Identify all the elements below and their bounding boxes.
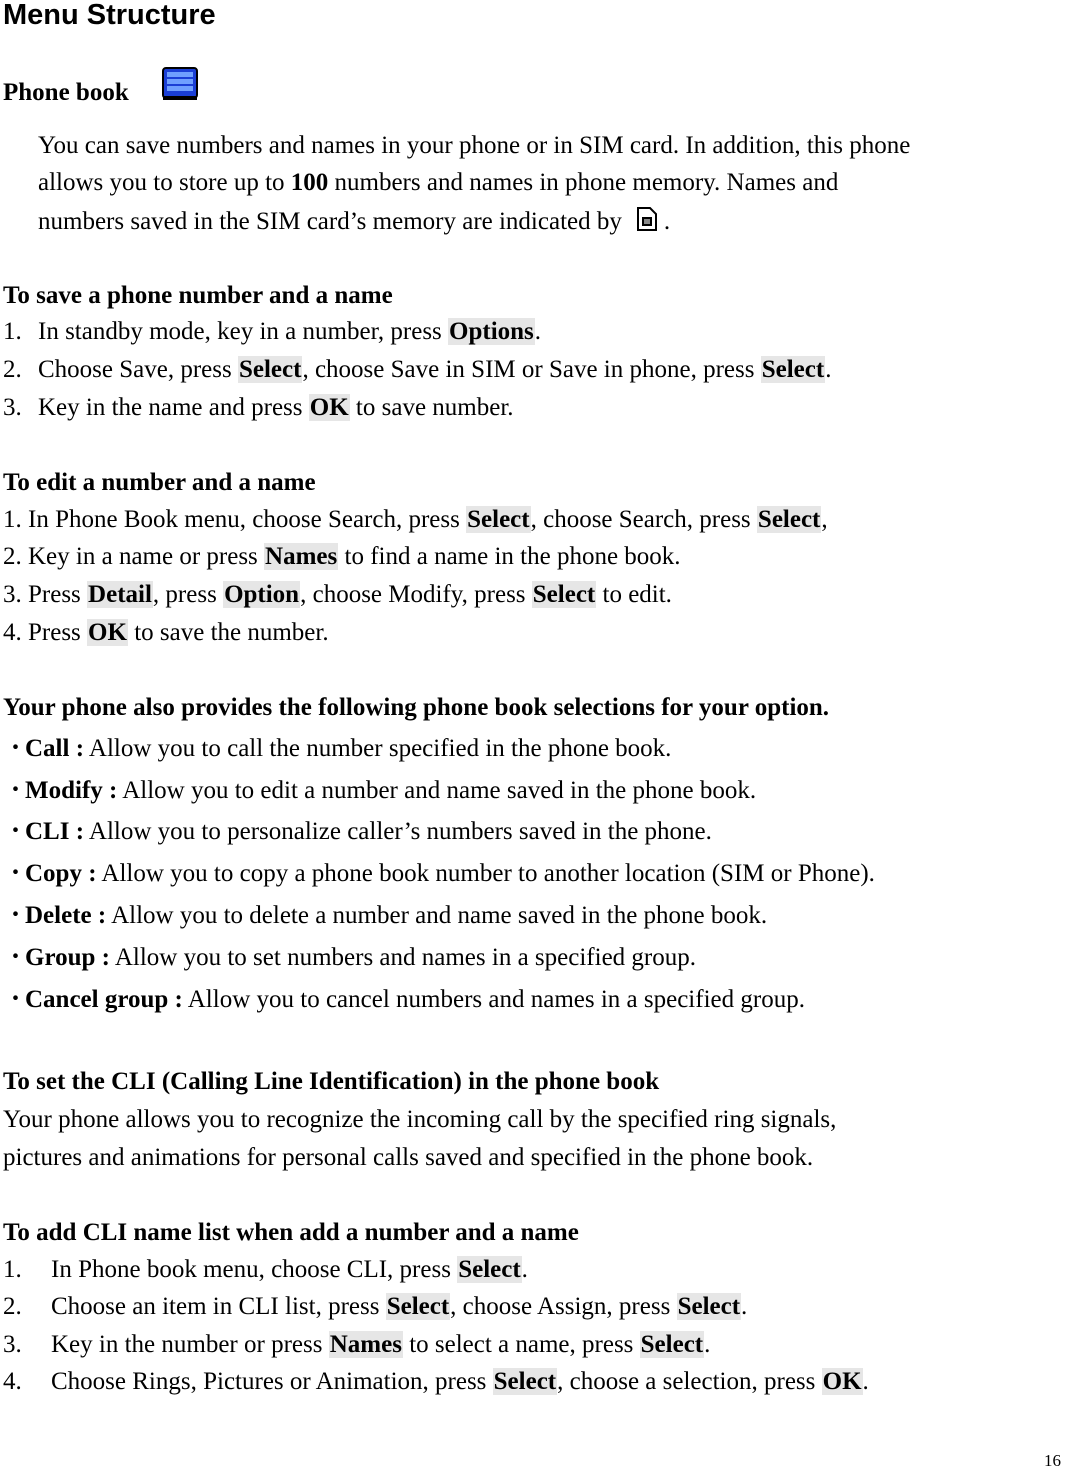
key-label: Select bbox=[386, 1293, 450, 1320]
save-step-1 bbox=[3, 317, 541, 347]
key-label: Select bbox=[677, 1293, 741, 1320]
step-text: Key in a name or press bbox=[28, 543, 258, 570]
option-item bbox=[3, 859, 875, 889]
step-text: Choose Rings, Pictures or Animation, press bbox=[51, 1368, 487, 1395]
option-desc: Allow you to set numbers and names in a specified group. bbox=[114, 944, 696, 971]
step-number: 2. bbox=[3, 1293, 22, 1320]
add-cli-step-4 bbox=[3, 1367, 869, 1397]
step-text: In Phone book menu, choose CLI, press bbox=[51, 1256, 451, 1283]
save-step-2 bbox=[3, 355, 831, 385]
step-text: , choose a selection, press bbox=[557, 1368, 816, 1395]
option-desc: Allow you to cancel numbers and names in a specified group. bbox=[187, 986, 805, 1013]
step-text: , bbox=[821, 506, 828, 533]
key-label: Select bbox=[761, 356, 825, 383]
step-text: . bbox=[521, 1256, 528, 1283]
cli-heading: To set the CLI (Calling Line Identification) in the phone book bbox=[3, 1068, 660, 1095]
key-label: Option bbox=[224, 581, 300, 608]
key-label: OK bbox=[309, 394, 349, 421]
step-text: to find a name in the phone book. bbox=[344, 543, 681, 570]
option-item bbox=[3, 943, 696, 973]
step-text: Choose an item in CLI list, press bbox=[51, 1293, 380, 1320]
step-text: . bbox=[704, 1331, 711, 1358]
key-label: Select bbox=[238, 356, 302, 383]
edit-step-1 bbox=[3, 505, 828, 535]
option-term: Cancel group : bbox=[25, 986, 183, 1013]
key-label: Select bbox=[458, 1256, 521, 1283]
key-label: Select bbox=[532, 581, 596, 608]
intro-line-1: You can save numbers and names in your phone or in SIM card. In addition, this phone bbox=[38, 132, 911, 159]
save-heading: To save a phone number and a name bbox=[3, 282, 393, 309]
add-cli-step-2 bbox=[3, 1292, 747, 1322]
option-desc: Allow you to delete a number and name saved in the phone book. bbox=[111, 902, 768, 929]
step-text: In Phone Book menu, choose Search, press bbox=[28, 506, 460, 533]
step-number: 3. bbox=[3, 581, 22, 608]
step-text: Press bbox=[28, 581, 81, 608]
key-label: Select bbox=[467, 506, 530, 533]
step-text: to edit. bbox=[602, 581, 672, 608]
edit-step-3 bbox=[3, 580, 672, 610]
option-desc: Allow you to copy a phone book number to another location (SIM or Phone). bbox=[101, 860, 875, 887]
step-text: Choose Save, press bbox=[38, 356, 232, 383]
bullet: ・ bbox=[3, 735, 29, 762]
option-item bbox=[3, 734, 671, 764]
edit-step-2 bbox=[3, 542, 681, 572]
edit-step-4 bbox=[3, 618, 329, 648]
key-label: Select bbox=[493, 1368, 557, 1395]
step-number: 1. bbox=[3, 318, 22, 345]
bullet: ・ bbox=[3, 902, 29, 929]
sim-card-icon bbox=[636, 206, 658, 232]
step-text: to select a name, press bbox=[409, 1331, 634, 1358]
option-term: Group : bbox=[25, 944, 110, 971]
add-cli-step-3 bbox=[3, 1330, 710, 1360]
key-label: Detail bbox=[88, 581, 152, 608]
step-text: Key in the name and press bbox=[38, 394, 303, 421]
step-number: 4. bbox=[3, 1368, 22, 1395]
option-term: Call : bbox=[25, 735, 85, 762]
capacity-value: 100 bbox=[290, 169, 329, 196]
key-label: Options bbox=[449, 318, 534, 345]
cli-paragraph-line: pictures and animations for personal calls saved and specified in the phone book. bbox=[3, 1144, 814, 1171]
options-heading: Your phone also provides the following phone book selections for your option. bbox=[3, 694, 830, 721]
option-item bbox=[3, 817, 712, 847]
step-text: to save the number. bbox=[134, 619, 329, 646]
cli-paragraph-line: Your phone allows you to recognize the incoming call by the specified ring signals, bbox=[3, 1106, 837, 1133]
option-desc: Allow you to call the number specified in the phone book. bbox=[88, 735, 672, 762]
step-text: , choose Save in SIM or Save in phone, press bbox=[302, 356, 755, 383]
step-text: . bbox=[862, 1368, 869, 1395]
option-term: Delete : bbox=[25, 902, 107, 929]
intro-text: . bbox=[663, 208, 671, 235]
step-number: 1. bbox=[3, 506, 22, 533]
option-item bbox=[3, 776, 756, 806]
bullet: ・ bbox=[3, 818, 29, 845]
key-label: Names bbox=[329, 1331, 402, 1358]
step-text: Press bbox=[28, 619, 81, 646]
option-desc: Allow you to personalize caller’s numbers saved in the phone. bbox=[88, 818, 712, 845]
edit-heading: To edit a number and a name bbox=[3, 469, 316, 496]
intro-text: numbers saved in the SIM card’s memory are indicated by bbox=[38, 208, 622, 235]
option-term: CLI : bbox=[25, 818, 85, 845]
phone-book-icon bbox=[160, 66, 200, 102]
step-text: . bbox=[741, 1293, 748, 1320]
bullet: ・ bbox=[3, 860, 29, 887]
option-term: Modify : bbox=[25, 777, 118, 804]
step-text: . bbox=[534, 318, 542, 345]
bullet: ・ bbox=[3, 944, 29, 971]
step-number: 1. bbox=[3, 1256, 22, 1283]
step-text: . bbox=[825, 356, 832, 383]
page-title: Menu Structure bbox=[3, 0, 216, 31]
step-number: 3. bbox=[3, 1331, 22, 1358]
intro-text: allows you to store up to bbox=[38, 169, 285, 196]
intro-line-3 bbox=[38, 206, 670, 237]
option-item bbox=[3, 985, 805, 1015]
key-label: Names bbox=[265, 543, 338, 570]
step-number: 2. bbox=[3, 356, 22, 383]
page-number: 16 bbox=[1044, 1451, 1061, 1470]
step-text: , choose Search, press bbox=[530, 506, 751, 533]
step-text: , choose Assign, press bbox=[450, 1293, 671, 1320]
key-label: Select bbox=[757, 506, 821, 533]
add-cli-step-1 bbox=[3, 1255, 528, 1285]
intro-text: numbers and names in phone memory. Names and bbox=[334, 169, 839, 196]
save-step-3 bbox=[3, 393, 514, 423]
step-text: Key in the number or press bbox=[51, 1331, 323, 1358]
option-desc: Allow you to edit a number and name saved in the phone book. bbox=[122, 777, 757, 804]
intro-line-2 bbox=[38, 168, 838, 198]
bullet: ・ bbox=[3, 986, 29, 1013]
bullet: ・ bbox=[3, 777, 29, 804]
step-text: In standby mode, key in a number, press bbox=[38, 318, 442, 345]
step-number: 4. bbox=[3, 619, 22, 646]
option-term: Copy : bbox=[25, 860, 97, 887]
step-text: to save number. bbox=[355, 394, 514, 421]
add-cli-heading: To add CLI name list when add a number and a name bbox=[3, 1219, 579, 1246]
step-text: , choose Modify, press bbox=[300, 581, 526, 608]
key-label: OK bbox=[822, 1368, 862, 1395]
step-text: , press bbox=[152, 581, 217, 608]
phone-book-heading: Phone book bbox=[3, 79, 129, 106]
key-label: Select bbox=[640, 1331, 704, 1358]
step-number: 2. bbox=[3, 543, 22, 570]
option-item bbox=[3, 901, 767, 931]
key-label: OK bbox=[88, 619, 127, 646]
step-number: 3. bbox=[3, 394, 22, 421]
